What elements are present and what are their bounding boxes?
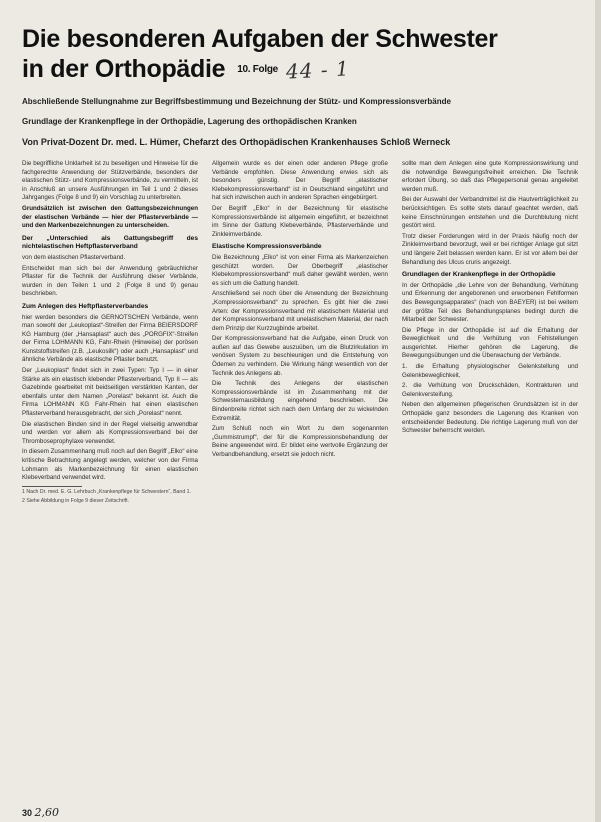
title-line-1: Die besonderen Aufgaben der Schwester: [22, 25, 498, 53]
paragraph: Die Pflege in der Orthopädie ist auf die Erhaltung der Beweglichkeit und die Verhütung von Fehlstellungen ausgerichtet. Hierher gehören die Lagerung, die Bewegungsübungen und die Überwachung der Verbände.: [402, 326, 578, 360]
footnote: 2 Siehe Abbildung in Folge 9 dieser Zeitschrift.: [22, 497, 129, 504]
paragraph: Entscheidet man sich bei der Anwendung gebräuchlicher Pflaster für die Technik der Ausführung dieser Verbände, wurden in den Teilen 1 und 2 (Folge 8 und 9) genau beschrieben.: [22, 264, 198, 298]
page-number: [22, 806, 59, 819]
paragraph: Der „Leukoplast“ findet sich in zwei Typen: Typ I — in einer Stärke als ein elastisch klebender Pflasterverband, Typ II — als Gazebinde gearbeitet mit beidseitigen verstärkten Kanten, der ebenfalls unter dem Namen „Porelast“ bekannt ist. Auch die Firma LOHMANN KG Fahr-Rhein hat einen elastischen Pflasterverband herausgebracht, der sich „Porelast“ nennt.: [22, 367, 198, 418]
subtitle-2: Grundlage der Krankenpflege in der Orthopädie, Lagerung des orthopädischen Kranken: [22, 117, 357, 126]
paragraph: Anschließend sei noch über die Anwendung der Bezeichnung „Kompressionsverband“ zu sprechen. Es gibt hier die zwei Arten: der Kompressionsverband mit elastischem Material und der Kompressionsverband mit unelastischem Material, der nach dem Prinzip der Kurzzugbinde arbeitet.: [212, 290, 388, 332]
paragraph: Trotz dieser Forderungen wird in der Praxis häufig noch der Zinkleimverband bevorzugt, weil er bei richtiger Anlage gut sitzt und längere Zeit belassen werden kann. Er ist vor allem bei der Behandlung des Ulcus cruris angezeigt.: [402, 232, 578, 266]
title-line-2-text: in der Orthopädie: [22, 55, 226, 83]
paragraph: von dem elastischen Pflasterverband.: [22, 253, 126, 261]
paragraph: Der Begriff „Elko“ in der Bezeichnung für elastische Kompressionsverbände ist allgemein eingeführt, er bezeichnet im Sinne der Gattung Klebeverbände, Pflasterverbände und Zinkleimverbände.: [212, 204, 388, 238]
paragraph-bold: Grundsätzlich ist zwischen den Gattungsbezeichnungen der elastischen Verbände — hier der Pflasterverbände — und den Markenbezeichnungen zu unterscheiden.: [22, 204, 198, 230]
column-3: [402, 160, 578, 800]
paragraph: Die begriffliche Unklarheit ist zu beseitigen und Hinweise für die fachgerechte Anwendung der Stützverbände, besonders der elastischen Stütz- und Kompressionsverbände, zu vermitteln, ist in Anschluß an unsere Ausführungen im Teil 1 und 2 dieses Jahrganges (Folge 8 und 9) ein Vorschlag zu unterbreiten.: [22, 160, 198, 202]
paragraph: hier werden besonders die GERNOTSCHEN Verbände, wenn man sowohl der „Leukoplast“-Streifen der Firma BEIERSDORF KG Hamburg (der „Hansaplast“ auch des „PORGFIX“-Streifen der Firma LOHMANN KG, Fahr-Rhein (Hinweise) der porösen Kunststoffstreifen (z.B. „Leukosilk“) oder auch „Hansaplast“ und ähnliche Verbände als elastische Pflaster benutzt.: [22, 313, 198, 364]
paragraph: Zum Schluß noch ein Wort zu dem sogenannten „Gummistrumpf“, der für die Kompressionsbehandlung der Beine angewendet wird. Er bildet eine wertvolle Ergänzung der Verbandbehandlung, ersetzt sie jedoch nicht.: [212, 425, 388, 458]
section-heading: Zum Anlegen des Heftpflasterverbandes: [22, 302, 149, 310]
scan-edge: [595, 0, 601, 822]
handwritten-page-mark: 2,60: [34, 806, 60, 819]
paragraph: Die Technik des Anlegens der elastischen Kompressionsverbände ist im Zusammenhang mit der Schwesternausbildung eingehend beschrieben. Die Bindenbreite richtet sich nach dem Umfang der zu wickelnden Extremität.: [212, 380, 388, 422]
section-heading: Elastische Kompressionsverbände: [212, 243, 322, 251]
article-body: [22, 160, 582, 800]
column-2: [212, 160, 388, 800]
section-heading: Grundlagen der Krankenpflege in der Orthopädie: [402, 271, 556, 279]
paragraph: Die elastischen Binden sind in der Regel vielseitig anwendbar und werden vor allem als Kompressionsverband bei der Thromboseprophylaxe verwendet.: [22, 420, 198, 445]
subtitle-1: Abschließende Stellungnahme zur Begriffsbestimmung und Bezeichnung der Stütz- und Kompressionsverbände: [22, 97, 451, 106]
column-1: [22, 160, 198, 800]
paragraph: sollte man dem Anlegen eine gute Kompressionswirkung und die notwendige Bewegungsfreiheit erreichen. Die Technik erfordert Übung, so daß das Pflegepersonal genau angeleitet werden muß.: [402, 160, 578, 193]
series-number: 10. Folge: [237, 64, 278, 76]
author-line: Von Privat-Dozent Dr. med. L. Hümer, Chefarzt des Orthopädischen Krankenhauses Schloß Werneck: [22, 137, 451, 147]
list-item: 1. die Erhaltung physiologischer Gelenkstellung und Gelenkbeweglichkeit,: [402, 363, 578, 379]
paragraph: Der Kompressionsverband hat die Aufgabe, einen Druck von außen auf das Gewebe auszuüben, um die Blutzirkulation im venösen System zu beschleunigen und die Entstehung von Ödemen zu verhindern. Die Wirkung hängt wesentlich von der Technik des Anlegens ab.: [212, 335, 388, 377]
paragraph: Neben den allgemeinen pflegerischen Grundsätzen ist in der Orthopädie ganz besonders die Lagerung des Kranken von entscheidender Bedeutung. Die richtige Lagerung muß von der Schwester beherrscht werden.: [402, 401, 578, 435]
handwritten-annotation: 44 - 1: [285, 56, 351, 84]
list-item: 2. die Verhütung von Druckschäden, Kontrakturen und Gelenkversteifung.: [402, 382, 578, 398]
page-number-text: 30: [22, 808, 33, 818]
paragraph: In der Orthopädie „die Lehre von der Behandlung, Verhütung und Erkennung der angeborenen und erworbenen Fehlformen des Bewegungsapparates“ (nach von BAEYER) ist bei weitem der größte Teil des Behandlungsplanes bedingt durch die Mitarbeit der Schwester.: [402, 281, 578, 324]
footnote-divider: [22, 486, 82, 487]
footnote: 1 Nach Dr. med. E. G. Lehrbuch „Krankenpflege für Schwestern“, Band 1.: [22, 488, 191, 495]
paragraph: In diesem Zusammenhang muß noch auf den Begriff „Elko“ eine kritische Betrachtung angelegt werden, welcher von der Firma Lohmann als Markenbezeichnung für einen elastischen Klebeverband verwendet wird.: [22, 448, 198, 482]
section-heading: Der „Unterschied als Gattungsbegriff des nichtelastischen Heftpflasterverband: [22, 234, 198, 251]
paragraph: Bei der Auswahl der Verbandmittel ist die Hautverträglichkeit zu berücksichtigen. Es sollte stets darauf geachtet werden, daß keine Einschnürungen entstehen und die Durchblutung nicht gestört wird.: [402, 196, 578, 230]
paragraph: Allgemein wurde es der einen oder anderen Pflege große Verbände empfohlen. Diese Anwendung erwies sich als besonders günstig. Der Begriff „elastischer Klebekompressionsverband“ ist in Deutschland eingeführt und hat sich inzwischen auch in anderen Sprachen eingebürgert.: [212, 160, 388, 202]
paragraph: Die Bezeichnung „Elko“ ist von einer Firma als Markenzeichen geschützt worden. Der Oberbegriff „elastischer Klebekompressionsverband“ muß daher gewählt werden, wenn es sich um die Gattung handelt.: [212, 253, 388, 287]
